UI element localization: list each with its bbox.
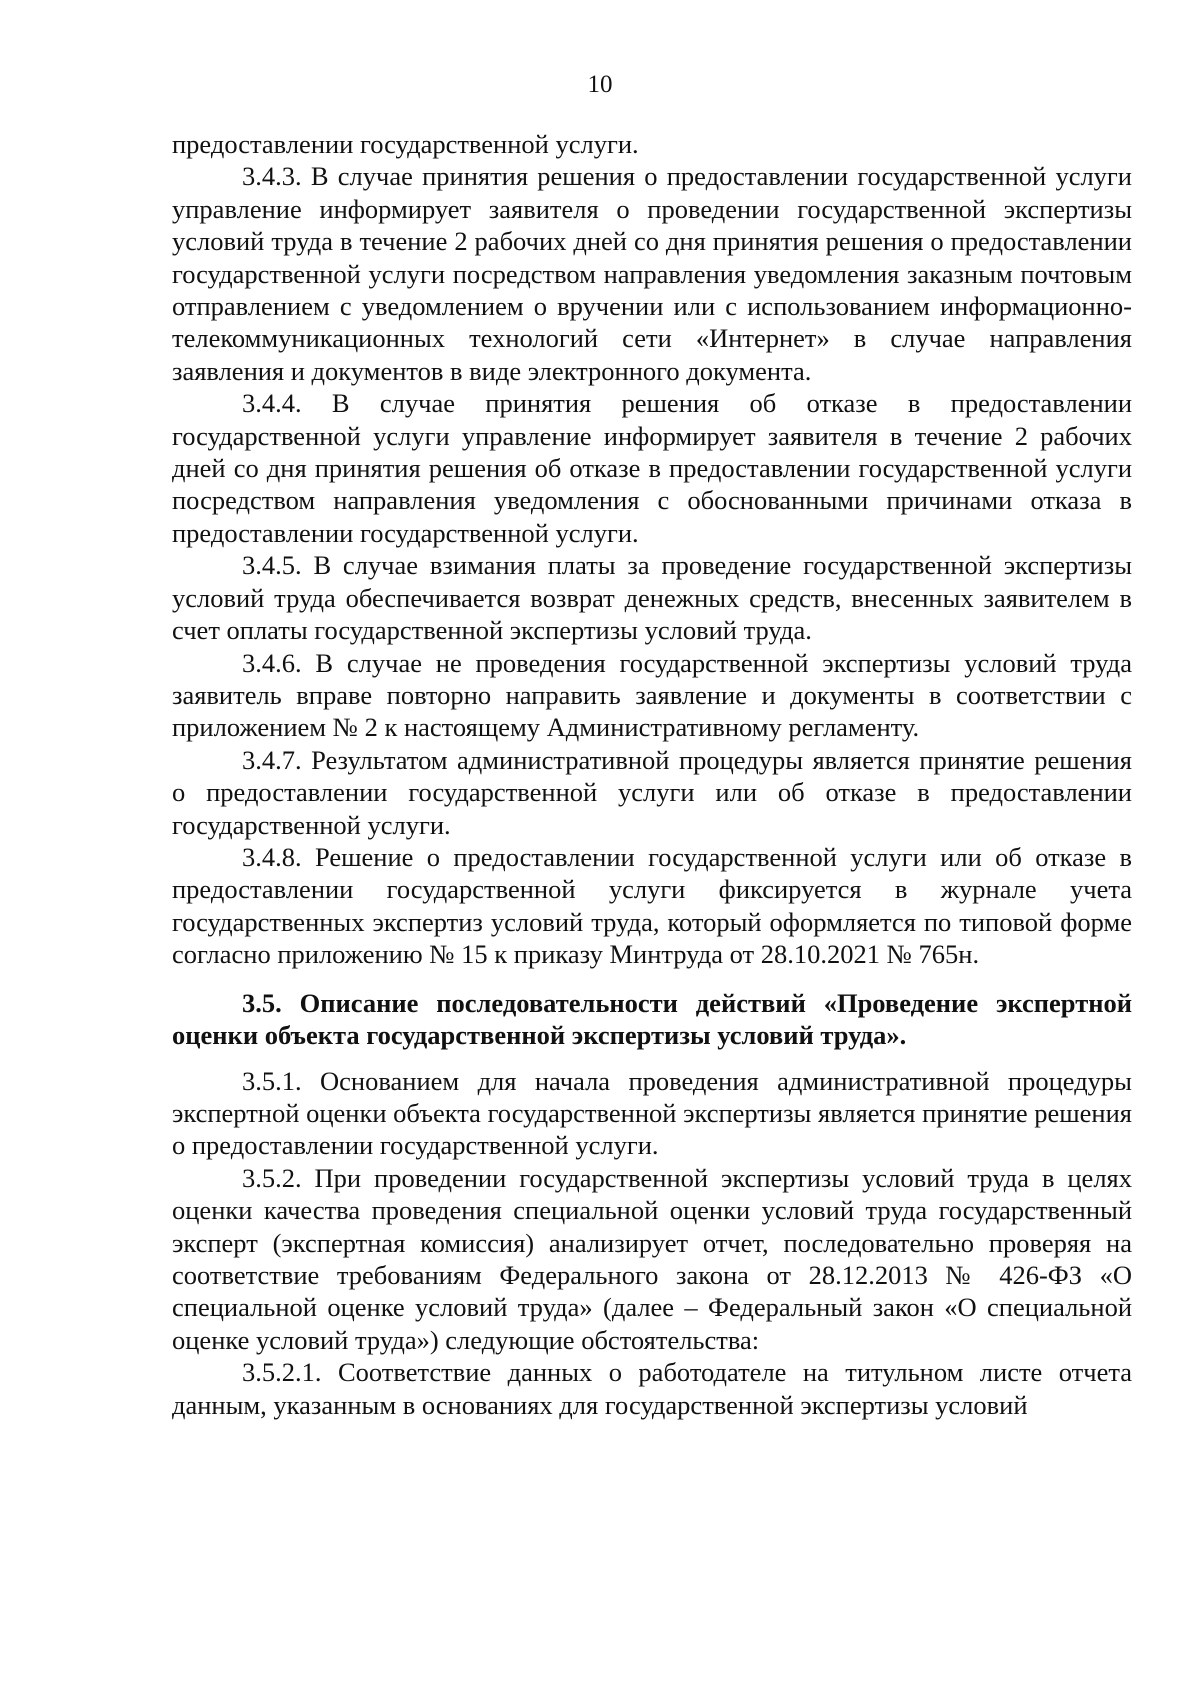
- section-heading-3-5: 3.5. Описание последовательности действий «Проведение экспертной оценки объекта государственной экспертизы условий труда».: [172, 987, 1132, 1050]
- paragraph-3-4-4: 3.4.4. В случае принятия решения об отказе в предоставлении государственной услуги управление информирует заявителя в течение 2 рабочих дней со дня принятия решения об отказе в предоставлении государственной услуги посредством направления уведомления с обоснованными причинами отказа в предоставлении государственной услуги.: [172, 388, 1132, 548]
- document-body: [172, 128, 1132, 1421]
- paragraph-3-4-8: 3.4.8. Решение о предоставлении государственной услуги или об отказе в предоставлении государственной услуги фиксируется в журнале учета государственных экспертиз условий труда, который оформляется по типовой форме согласно приложению № 15 к приказу Минтруда от 28.10.2021 № 765н.: [172, 841, 1132, 970]
- paragraph-3-4-7: 3.4.7. Результатом административной процедуры является принятие решения о предоставлении государственной услуги или об отказе в предоставлении государственной услуги.: [172, 744, 1132, 840]
- paragraph-3-5-1: 3.5.1. Основанием для начала проведения административной процедуры экспертной оценки объекта государственной экспертизы является принятие решения о предоставлении государственной услуги.: [172, 1065, 1132, 1161]
- paragraph-3-4-5: 3.4.5. В случае взимания платы за проведение государственной экспертизы условий труда обеспечивается возврат денежных средств, внесенных заявителем в счет оплаты государственной экспертизы условий труда.: [172, 550, 1132, 646]
- paragraph-3-4-3: 3.4.3. В случае принятия решения о предоставлении государственной услуги управление информирует заявителя о проведении государственной экспертизы условий труда в течение 2 рабочих дней со дня принятия решения о предоставлении государственной услуги посредством направления уведомления заказным почтовым отправлением с уведомлением о вручении или с использованием информационно-телекоммуникационных технологий сети «Интернет» в случае направления заявления и документов в виде электронного документа.: [172, 161, 1132, 386]
- paragraph-3-5-2: 3.5.2. При проведении государственной экспертизы условий труда в целях оценки качества проведения специальной оценки условий труда государственный эксперт (экспертная комиссия) анализирует отчет, последовательно проверяя на соответствие требованиям Федерального закона от 28.12.2013 № 426-ФЗ «О специальной оценке условий труда» (далее – Федеральный закон «О специальной оценке условий труда») следующие обстоятельства:: [172, 1162, 1132, 1355]
- page-number: 10: [587, 71, 613, 98]
- paragraph-3-5-2-1: 3.5.2.1. Соответствие данных о работодателе на титульном листе отчета данным, указанным в основаниях для государственной экспертизы условий: [172, 1357, 1132, 1420]
- paragraph-3-4-6: 3.4.6. В случае не проведения государственной экспертизы условий труда заявитель вправе повторно направить заявление и документы в соответствии с приложением № 2 к настоящему Административному регламенту.: [172, 647, 1132, 743]
- paragraph-continuation: предоставлении государственной услуги.: [172, 129, 639, 159]
